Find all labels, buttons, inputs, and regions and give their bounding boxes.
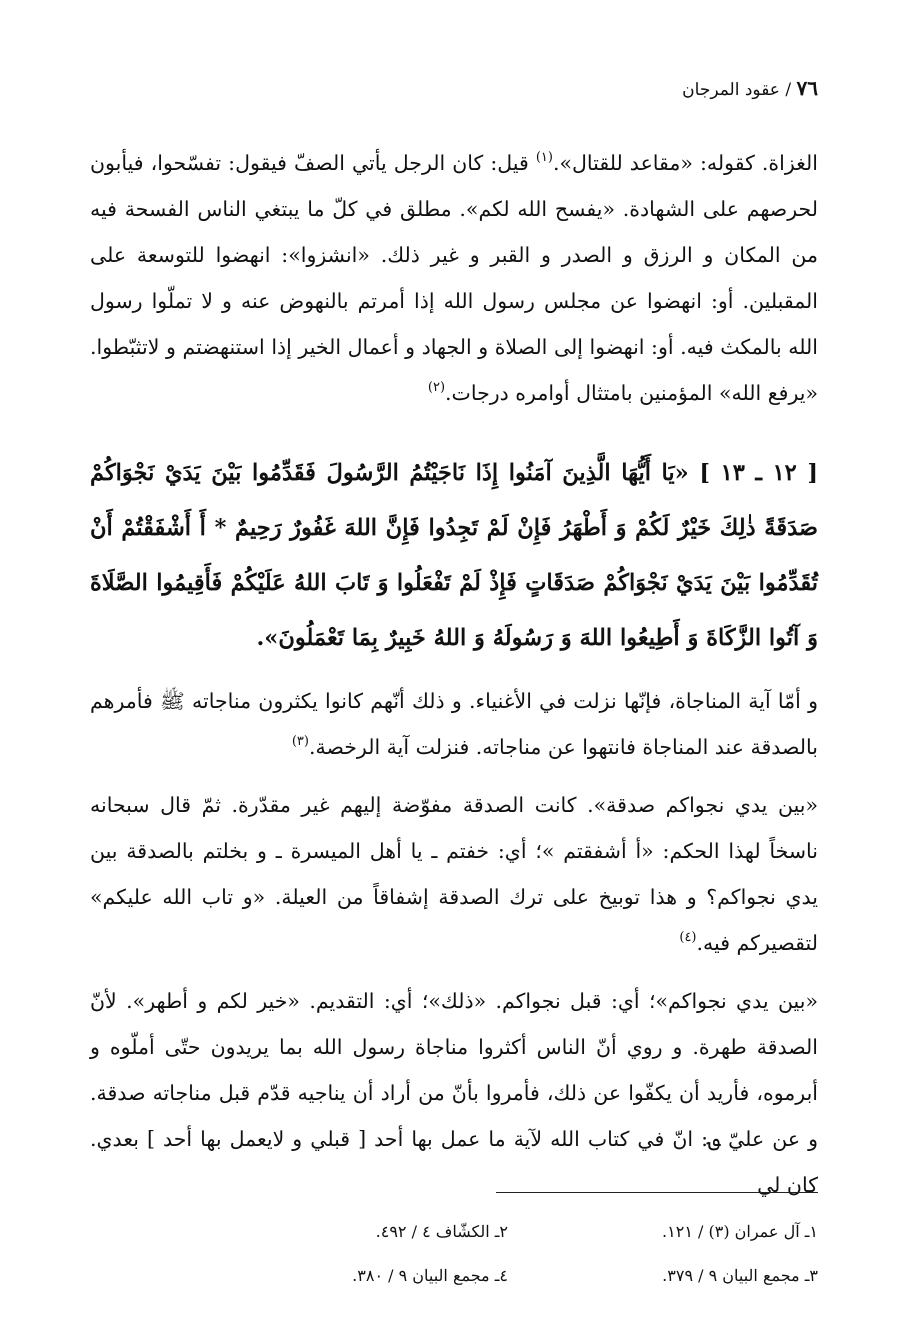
commentary-paragraph-2 (90, 678, 818, 770)
book-title: عقود المرجان (682, 80, 780, 100)
verse-text: «يَا أَيُّهَا الَّذِينَ آمَنُوا إِذَا نَاجَيْتُمُ الرَّسُولَ فَقَدِّمُوا بَيْنَ يَدَيْ نَجْوَاكُمْ صَدَقَةً ذٰلِكَ خَيْرٌ لَكُمْ وَ أَطْهَرُ فَإِنْ لَمْ تَجِدُوا فَإِنَّ اللهَ غَفُورٌ رَحِيمٌ * أَ أَشْفَقْتُمْ أَنْ تُقَدِّمُوا بَيْنَ يَدَيْ نَجْوَاكُمْ صَدَقَاتٍ فَإِذْ لَمْ تَفْعَلُوا وَ تَابَ اللهُ عَلَيْكُمْ فَأَقِيمُوا الصَّلَاةَ وَ آتُوا الزَّكَاةَ وَ أَطِيعُوا اللهَ وَ رَسُولَهُ وَ اللهُ خَبِيرٌ بِمَا تَعْمَلُونَ». (90, 460, 818, 651)
quran-verse-block (90, 446, 818, 666)
verse-reference: [ ١٢ ـ ١٣ ] (699, 460, 818, 486)
footnote-marker-4: (٤) (679, 930, 697, 945)
footnote-3: ٣ـ مجمع البيان ٩ / ٣٧٩. (662, 1266, 818, 1285)
page-body (90, 140, 818, 1208)
footnote-4: ٤ـ مجمع البيان ٩ / ٣٨٠. (352, 1266, 508, 1285)
page-number: ٧٦ (796, 76, 818, 100)
commentary-paragraph-4 (90, 978, 818, 1208)
commentary-paragraph-3 (90, 782, 818, 966)
paragraph-text: «بين يدي نجواكم صدقة». كانت الصدقة مفوّضة إليهم غير مقدّرة. ثمّ قال سبحانه ناسخاً لهذا الحكم: «أ أشفقتم »؛ أي: خفتم ـ يا أهل الميسرة ـ و بخلتم بالصدقة بين يدي نجواكم؟ و هذا توبيخ على ترك الصدقة إشفاقاً من العيلة. «و تاب الله عليكم» لتقصيركم فيه. (90, 793, 818, 955)
paragraph-text: و أمّا آية المناجاة، فإنّها نزلت في الأغنياء. و ذلك أنّهم كانوا يكثرون مناجاته ﷺ فأمرهم بالصدقة عند المناجاة فانتهوا عن مناجاته. فنزلت آية الرخصة. (90, 689, 818, 759)
footnote-marker-3: (٣) (291, 734, 309, 749)
running-header (682, 76, 818, 100)
commentary-paragraph-1 (90, 140, 818, 416)
header-separator: / (785, 80, 792, 100)
footnote-marker-1: (١) (535, 150, 553, 165)
footnote-2: ٢ـ الكشّاف ٤ / ٤٩٢. (375, 1222, 508, 1241)
footnote-1: ١ـ آل عمران (٣) / ١٢١. (662, 1222, 818, 1241)
footnote-marker-2: (٢) (427, 380, 446, 395)
footnote-divider (496, 1192, 818, 1193)
paragraph-text: «بين يدي نجواكم»؛ أي: قبل نجواكم. «ذلك»؛ أي: التقديم. «خير لكم و أطهر». لأنّ الصدقة طهرة. و روي أنّ الناس أكثروا مناجاة رسول الله بما يريدون حتّى أملّوه و أبرموه، فأريد أن يكفّوا عن ذلك، فأمروا بأنّ من أراد أن يناجيه قدّم قبل مناجاته صدقة. و عن عليّ ؈: انّ في كتاب الله لآية ما عمل بها أحد [ قبلي و لايعمل بها أحد ] بعدي. كان لي (90, 989, 818, 1197)
paragraph-text: الغزاة. كقوله: «مقاعد للقتال». (552, 151, 818, 175)
paragraph-text: قيل: كان الرجل يأتي الصفّ فيقول: تفسّحوا، فيأبون لحرصهم على الشهادة. «يفسح الله لكم». مطلق في كلّ ما يبتغي الناس الفسحة فيه من المكان و الرزق و الصدر و القبر و غير ذلك. «انشزوا»: انهضوا للتوسعة على المقبلين. أو: انهضوا عن مجلس رسول الله إذا أمرتم بالنهوض عنه و لا تملّوا رسول الله بالمكث فيه. أو: انهضوا إلى الصلاة و الجهاد و أعمال الخير إذا استنهضتم و لاتثبّطوا. «يرفع الله» المؤمنين بامتثال أوامره درجات. (90, 151, 818, 405)
